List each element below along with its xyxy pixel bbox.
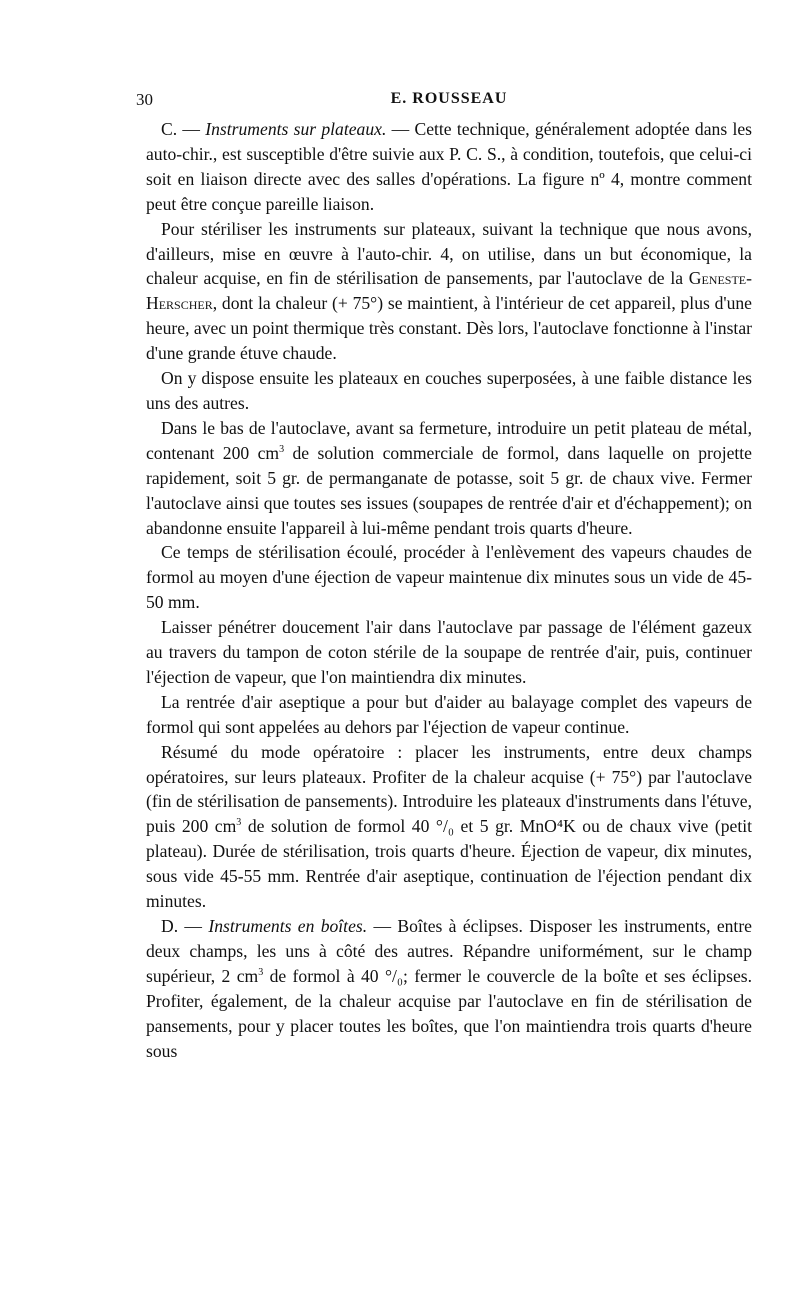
paragraph-text: — Boîtes à éclipses. Disposer les instruments, entre deux champs, les uns à côté des autres. Répandre uniformément, sur le champ supérieur, 2 cm: [146, 916, 752, 986]
paragraph-text: — Cette technique, généralement adoptée dans les auto-chir., est susceptible d'être suivie aux P. C. S., à condition, toutefois, que celui-ci soit en liaison directe avec des salles d'opérations. La figure nº 4, montre comment peut être conçue pareille liaison.: [146, 119, 752, 214]
paragraph-instruments-sur-plateaux: [146, 117, 752, 217]
running-title: E. ROUSSEAU: [390, 90, 508, 107]
paragraph-text: Résumé du mode opératoire : placer les instruments, entre deux champs opératoires, sur leurs plateaux. Profiter de la chaleur acquise (+ 75°) par l'autoclave (fin de stérilisation de pansements). Introduire les plateaux d'instruments dans l'étuve, puis 200 cm: [146, 741, 752, 837]
section-heading-italic: Instruments en boîtes.: [208, 916, 368, 936]
section-heading-italic: Instruments sur plateaux.: [205, 119, 387, 139]
page-number: 30: [136, 90, 153, 109]
section-lead: C. —: [161, 119, 206, 139]
paragraph-text: , dont la chaleur (+ 75°) se maintient, à l'intérieur de cet appareil, plus d'une heure, avec un point thermique très constant. Dès lors, l'autoclave fonctionne à l'instar d'une grande étuve chaude.: [146, 293, 752, 364]
page-header: [136, 90, 762, 114]
body-text: [146, 117, 752, 1063]
paragraph-formol-preparation: [146, 416, 752, 541]
superscript: 3: [258, 966, 264, 978]
paragraph-text: Pour stériliser les instruments sur plateaux, suivant la technique que nous avons, d'ailleurs, mise en œuvre à l'auto-chir. 4, on utilise, dans un but économique, la chaleur acquise, en fin de stérilisation de pansements, par l'autoclave de la: [146, 218, 752, 289]
paragraph-sterilisation-method: [146, 217, 752, 366]
paragraph-text: de formol à 40 °/₀; fermer le couvercle de la boîte et ses éclipses. Profiter, également, de la chaleur acquise par l'autoclave en fin de stérilisation de pansements, pour y placer toutes les boîtes, que l'on maintiendra trois quarts d'heure sous: [146, 965, 753, 1061]
paragraph-procedure-summary: [146, 740, 752, 914]
paragraph-text: Dans le bas de l'autoclave, avant sa fermeture, introduire un petit plateau de métal, contenant 200 cm: [146, 417, 752, 463]
paragraph-air-entry: Laisser pénétrer doucement l'air dans l'autoclave par passage de l'élément gazeux au travers du tampon de coton stérile de la soupape de rentrée d'air, puis, continuer l'éjection de vapeur, que l'on maintiendra dix minutes.: [146, 617, 752, 687]
paragraph-aseptic-air: La rentrée d'air aseptique a pour but d'aider au balayage complet des vapeurs de formol qui sont appelées au dehors par l'éjection de vapeur continue.: [146, 691, 752, 737]
paragraph-vapour-removal: Ce temps de stérilisation écoulé, procéder à l'enlèvement des vapeurs chaudes de formol au moyen d'une éjection de vapeur maintenue dix minutes sous un vide de 45-50 mm.: [146, 542, 752, 613]
superscript: 3: [279, 443, 285, 455]
superscript: 3: [236, 817, 242, 829]
paragraph-text: de solution de formol 40 °/₀ et 5 gr. MnO⁴K ou de chaux vive (petit plateau). Durée de stérilisation, trois quarts d'heure. Éjection de vapeur, dix minutes, sous vide 45-55 mm. Rentrée d'air aseptique, continuation de l'éjection pendant dix minutes.: [146, 816, 752, 912]
autoclave-brand-name: Geneste-Herscher: [146, 268, 752, 314]
paragraph-plateaux-placement: On y dispose ensuite les plateaux en couches superposées, à une faible distance les uns des autres.: [146, 368, 752, 413]
section-lead: D. —: [161, 916, 209, 936]
paragraph-instruments-en-boites: [146, 914, 752, 1063]
paragraph-text: de solution commerciale de formol, dans laquelle on projette rapidement, soit 5 gr. de permanganate de potasse, soit 5 gr. de chaux vive. Fermer l'autoclave ainsi que toutes ses issues (soupapes de rentrée d'air et d'échappement); on abandonne ensuite l'appareil à lui-même pendant trois quarts d'heure.: [146, 442, 752, 538]
